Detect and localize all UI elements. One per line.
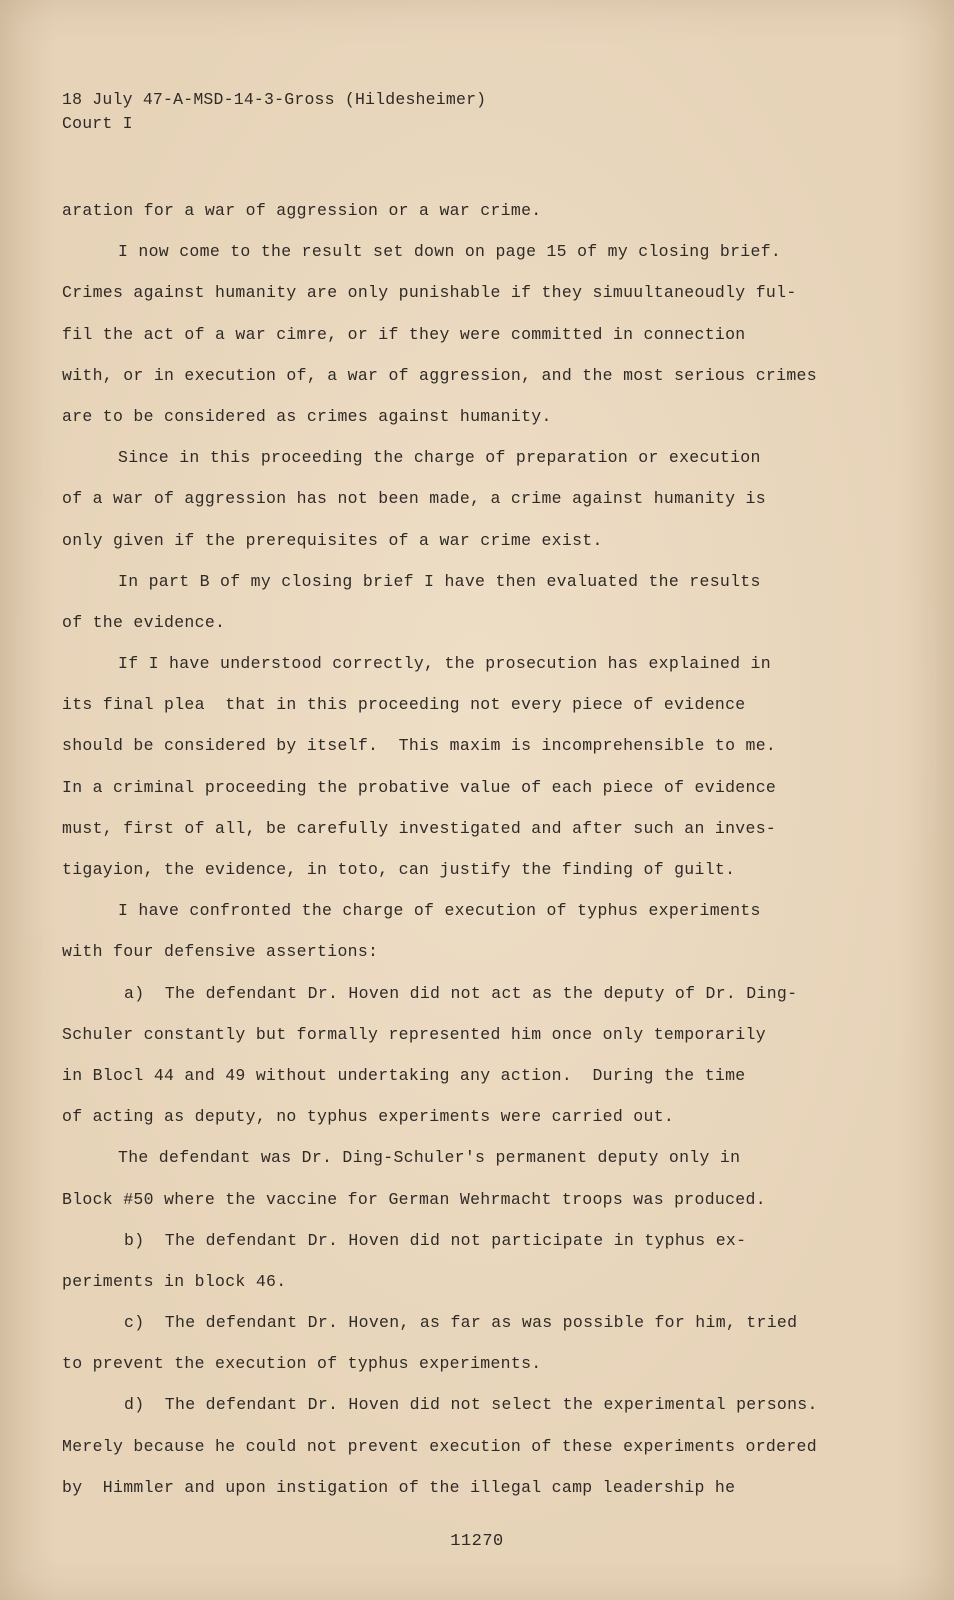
document-body bbox=[62, 190, 852, 1508]
text-line: periments in block 46. bbox=[62, 1271, 287, 1291]
text-line: d) The defendant Dr. Hoven did not select the experimental persons. bbox=[124, 1395, 818, 1415]
text-line: with, or in execution of, a war of aggression, and the most serious crimes bbox=[62, 365, 817, 385]
text-line: I have confronted the charge of execution of typhus experiments bbox=[118, 901, 761, 921]
text-line: aration for a war of aggression or a war crime. bbox=[62, 201, 542, 220]
text-line: In a criminal proceeding the probative value of each piece of evidence bbox=[62, 777, 777, 797]
text-line: its final plea that in this proceeding not every piece of evidence bbox=[62, 695, 746, 715]
text-line: I now come to the result set down on page 15 of my closing brief. bbox=[118, 242, 782, 262]
text-line: of the evidence. bbox=[62, 612, 226, 632]
text-line: Schuler constantly but formally represented him once only temporarily bbox=[62, 1024, 766, 1044]
text-line: If I have understood correctly, the prosecution has explained in bbox=[118, 654, 771, 674]
text-line: of acting as deputy, no typhus experiments were carried out. bbox=[62, 1107, 675, 1127]
text-line: only given if the prerequisites of a war crime exist. bbox=[62, 530, 603, 550]
text-line: to prevent the execution of typhus experiments. bbox=[62, 1354, 542, 1374]
text-line: Merely because he could not prevent execution of these experiments ordered bbox=[62, 1436, 817, 1456]
text-line: Crimes against humanity are only punishable if they simuultaneoudly ful- bbox=[62, 283, 797, 303]
text-line: should be considered by itself. This maxim is incomprehensible to me. bbox=[62, 736, 777, 756]
text-line: The defendant was Dr. Ding-Schuler's permanent deputy only in bbox=[118, 1148, 741, 1168]
header-reference-line: 18 July 47-A-MSD-14-3-Gross (Hildesheimer) bbox=[62, 90, 487, 109]
text-line: by Himmler and upon instigation of the illegal camp leadership he bbox=[62, 1477, 736, 1497]
text-line: Since in this proceeding the charge of preparation or execution bbox=[118, 448, 761, 468]
page-number: 11270 bbox=[450, 1532, 504, 1551]
text-line: In part B of my closing brief I have then evaluated the results bbox=[118, 571, 761, 591]
header-court-line: Court I bbox=[62, 114, 133, 133]
text-line: fil the act of a war cimre, or if they were committed in connection bbox=[62, 324, 746, 344]
text-line: are to be considered as crimes against humanity. bbox=[62, 406, 552, 426]
text-line: in Blocl 44 and 49 without undertaking any action. During the time bbox=[62, 1065, 746, 1085]
text-line: Block #50 where the vaccine for German Wehrmacht troops was produced. bbox=[62, 1189, 766, 1209]
text-line: tigayion, the evidence, in toto, can justify the finding of guilt. bbox=[62, 860, 736, 879]
text-line: a) The defendant Dr. Hoven did not act as the deputy of Dr. Ding- bbox=[124, 983, 798, 1003]
text-line: c) The defendant Dr. Hoven, as far as was possible for him, tried bbox=[124, 1313, 798, 1333]
text-line: b) The defendant Dr. Hoven did not participate in typhus ex- bbox=[124, 1230, 747, 1250]
text-line: must, first of all, be carefully investigated and after such an inves- bbox=[62, 818, 777, 838]
document-header bbox=[62, 88, 486, 136]
text-line: with four defensive assertions: bbox=[62, 942, 379, 962]
text-line: of a war of aggression has not been made, a crime against humanity is bbox=[62, 489, 766, 509]
